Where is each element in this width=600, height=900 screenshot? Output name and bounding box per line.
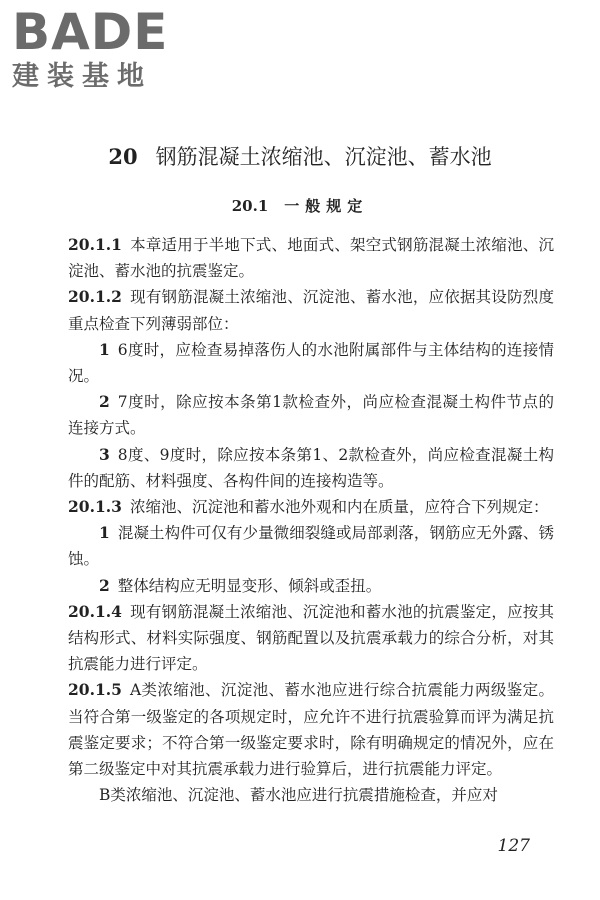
item-number: 2: [99, 575, 110, 595]
list-item: [68, 389, 554, 441]
body-text: [68, 232, 554, 808]
paragraph: [68, 782, 554, 808]
section-number: 20.1: [231, 197, 269, 215]
clause-20-1-3: [68, 494, 554, 520]
item-number: 2: [99, 392, 110, 412]
logo-subtitle: 建装基地: [12, 61, 152, 92]
clause-number: 20.1.1: [68, 235, 122, 254]
list-item: [68, 520, 554, 572]
list-item: [68, 337, 554, 389]
list-item: [68, 573, 554, 599]
paragraph-text: B类浓缩池、沉淀池、蓄水池应进行抗震措施检查，并应对: [99, 786, 498, 805]
clause-text: 现有钢筋混凝土浓缩池、沉淀池、蓄水池，应依据其设防烈度重点检查下列薄弱部位：: [68, 288, 554, 333]
item-text: 整体结构应无明显变形、倾斜或歪扭。: [117, 576, 382, 595]
clause-text: 现有钢筋混凝土浓缩池、沉淀池和蓄水池的抗震鉴定，应按其结构形式、材料实际强度、钢筋配置以及抗震承载力的综合分析，对其抗震能力进行评定。: [68, 602, 554, 674]
chapter-number: 20: [108, 144, 138, 169]
item-text: 混凝土构件可仅有少量微细裂缝或局部剥落，钢筋应无外露、锈蚀。: [68, 524, 554, 569]
logo-wordmark: BADE: [12, 3, 169, 61]
item-text: 7度时，除应按本条第1款检查外，尚应检查混凝土构件节点的连接方式。: [68, 393, 554, 438]
bade-logo: [12, 3, 182, 92]
item-text: 6度时，应检查易掉落伤人的水池附属部件与主体结构的连接情况。: [68, 340, 554, 386]
clause-20-1-2: [68, 284, 554, 336]
clause-number: 20.1.2: [68, 287, 122, 307]
item-number: 3: [99, 444, 110, 464]
chapter-title: [0, 143, 600, 171]
item-number: 1: [99, 339, 110, 359]
list-item: [68, 442, 554, 494]
page-number: 127: [497, 836, 530, 856]
item-text: 8度、9度时，除应按本条第1、2款检查外，尚应检查混凝土构件的配筋、材料强度、各构件间的连接构造等。: [68, 445, 554, 490]
clause-number: 20.1.5: [68, 680, 122, 700]
clause-text: A类浓缩池、沉淀池、蓄水池应进行综合抗震能力两级鉴定。当符合第一级鉴定的各项规定时，应允许不进行抗震验算而评为满足抗震鉴定要求；不符合第一级鉴定要求时，除有明确规定的情况外，应在第二级鉴定中对其抗震承载力进行验算后，进行抗震能力评定。: [68, 681, 554, 779]
section-title-text: 一般规定: [284, 197, 369, 215]
clause-20-1-4: [68, 599, 554, 678]
clause-number: 20.1.3: [68, 497, 122, 517]
chapter-title-text: 钢筋混凝土浓缩池、沉淀池、蓄水池: [155, 145, 492, 169]
clause-20-1-5: [68, 677, 554, 782]
clause-text: 本章适用于半地下式、地面式、架空式钢筋混凝土浓缩池、沉淀池、蓄水池的抗震鉴定。: [68, 236, 554, 281]
clause-text: 浓缩池、沉淀池和蓄水池外观和内在质量，应符合下列规定：: [129, 498, 549, 517]
clause-number: 20.1.4: [68, 601, 122, 621]
item-number: 1: [99, 523, 110, 543]
section-title: [0, 195, 600, 217]
clause-20-1-1: [68, 232, 554, 284]
